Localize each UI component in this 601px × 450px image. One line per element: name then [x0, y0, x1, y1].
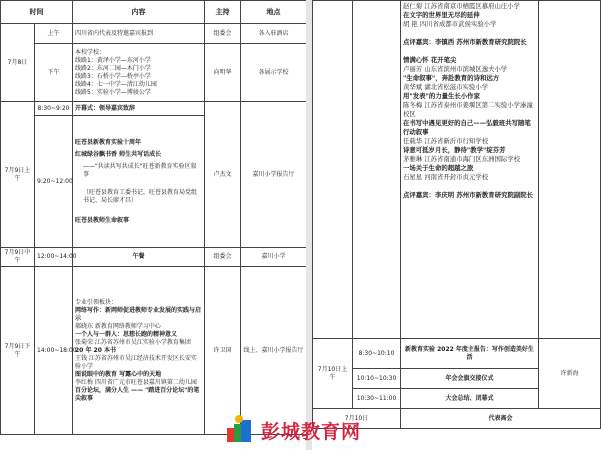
forum-closing: 旺苍县教师生命叙事	[75, 216, 130, 224]
time-cell: 10:30~11:00	[353, 389, 401, 409]
header-time: 时间	[1, 1, 73, 24]
talk-line: 卢丽芳 山东省滨州市滨城区逸夫小学	[403, 65, 508, 73]
pm-line: 郝晓东 新教育网络教师学习中心	[75, 322, 161, 330]
content-cell	[401, 1, 539, 339]
forum-theme: ——"共读共写共成长"旺苍新教育实验区叙事	[83, 162, 197, 178]
table-row	[1, 44, 307, 102]
talk-line: 诗意可抵岁月长，静待"教学"绽芬芳	[403, 146, 506, 154]
time-cell: 14:00~18:00	[35, 267, 73, 435]
pm-line: 百分论坛，满分人生 —— "踏进百分论坛"的笔尖叙事	[75, 386, 200, 402]
time-cell: 8:30~9:20	[35, 102, 73, 116]
date-cell: 7月8日	[1, 24, 35, 102]
pm-line: 王钱 江苏省苏州市吴江经济技术开发区长安实验小学	[75, 354, 197, 370]
content-cell	[73, 267, 205, 435]
date-cell: 7月10日上午	[313, 339, 353, 409]
route-item: 线路2：东河二园—木门小学	[75, 64, 151, 72]
date-cell: 7月9日中午	[1, 248, 35, 267]
talk-line: 情满心怀 花开笔尖	[403, 56, 457, 64]
time-cell: 10:10~10:30	[353, 369, 401, 389]
host-cell: 许新海	[539, 339, 601, 409]
venue-cell	[539, 1, 601, 339]
talk-line: 胡 艳 四川省成都市武侯实验小学	[403, 20, 497, 28]
school-logo-icon	[225, 414, 253, 444]
header-content: 内容	[73, 1, 205, 24]
table-row	[1, 248, 307, 267]
route-item: 线路5：实验小学—博骏公学	[75, 88, 151, 96]
table-row	[313, 1, 601, 339]
route-item: 线路1：黄泽小学—东河小学	[75, 56, 151, 64]
time-cell: 8:30~10:10	[353, 339, 401, 369]
watermark-logo	[225, 414, 375, 446]
date-cell: 7月9日上午	[1, 102, 35, 248]
talk-line: "生命叙事"，奔赴教育的诗和远方	[403, 74, 500, 82]
venue-cell: 嘉川小学报告厅	[241, 102, 307, 248]
pm-line: 专业引领板块：	[75, 298, 118, 306]
talk-line: 石星星 河南省开封市贞元学校	[403, 173, 489, 181]
pm-line: 图说眼中的教育 写露心中的天地	[75, 370, 162, 378]
content-cell: 大会总结、闭幕式	[401, 389, 539, 409]
host-cell: 组委会	[205, 248, 241, 267]
host-cell: 组委会	[205, 24, 241, 44]
table-row	[313, 339, 601, 369]
date-cell: 7月10日	[313, 409, 401, 429]
forum-speakers: （旺苍县教育工委书记，旺苍县教育局党组书记、局长廖才昌）	[83, 188, 198, 204]
content-cell	[73, 116, 205, 248]
content-cell: 午餐	[73, 248, 205, 267]
content-cell: 四川省内代表及特邀嘉宾报到	[73, 24, 205, 44]
talk-line: 茅雅琳 江苏省南通市海门区东洲国际学校	[403, 155, 521, 163]
talk-spacer	[403, 47, 536, 56]
forum-subtitle: 红城绿谷飘书香 师生共写话成长	[75, 150, 162, 158]
host-cell: 卢杰文	[205, 102, 241, 248]
schedule-table-right	[312, 0, 601, 429]
date-cell: 7月9日下午	[1, 267, 35, 435]
time-cell	[353, 1, 401, 339]
header-venue: 地点	[241, 1, 307, 24]
route-item: 线路4：七一中学—清江幼儿园	[75, 80, 157, 88]
pm-line: 张菊荣 江苏省苏州市吴江实验小学教育集团	[75, 338, 191, 346]
header-row	[1, 1, 307, 24]
talk-line: 用"发表"的力量生长小作家	[403, 92, 480, 100]
talk-line: 赵仁菊 江苏省南京市栖霞区慕府山庄小学	[403, 2, 521, 10]
talk-line: 任载华 江苏省新沂市行知学校	[403, 137, 489, 145]
schedule-table-left	[0, 0, 307, 435]
content-cell: 代表离会	[401, 409, 601, 429]
venue-cell: 嘉川小学	[241, 248, 307, 267]
talk-spacer	[403, 29, 536, 38]
talk-line: 点评嘉宾：李庆明 苏州市新教育研究院副院长	[403, 191, 534, 199]
time-cell: 9:20~12:00	[35, 116, 73, 248]
talk-line: 在书写中遇见更好的自己——弘毅班共写随笔行动叙事	[403, 119, 531, 136]
time-cell: 12:00~14:00	[35, 248, 73, 267]
content-cell: 开幕式：领导嘉宾致辞	[73, 102, 205, 116]
schedule-page-right	[312, 0, 600, 450]
pm-line: 李红梅 四川省广元市旺苍县嘉川镇第二幼儿园	[75, 378, 197, 386]
table-row	[1, 267, 307, 435]
slot-cell: 上午	[35, 24, 73, 44]
visit-title: 本校学校：	[75, 48, 106, 56]
slot-cell: 下午	[35, 44, 73, 102]
talk-line: 一场关于生命的超越之旅	[403, 164, 474, 172]
talk-line: 黄华斌 湖北省松滋市实验小学	[403, 83, 489, 91]
forum-title: 旺苍县新教育实验十周年	[75, 138, 142, 146]
venue-cell: 各展示学校	[241, 44, 307, 102]
content-cell: 新教育实验 2022 年度主报告：写作创造美好生活	[401, 339, 539, 369]
pm-line: 一个人与一群人：思想长跑的精神意义	[75, 330, 178, 338]
talk-spacer	[403, 182, 536, 191]
pm-line: 网络写作：新网师促进教师专业发展的实践与启示	[75, 306, 202, 322]
table-row	[1, 24, 307, 44]
host-cell: 向明华	[205, 44, 241, 102]
talk-line: 在文字的世界里无尽的延伸	[403, 11, 480, 19]
host-cell: 许卫国	[205, 267, 241, 435]
content-cell: 年会会旗交接仪式	[401, 369, 539, 389]
header-host: 主持	[205, 1, 241, 24]
venue-cell: 线上、嘉川小学报告厅	[241, 267, 307, 435]
pm-line: 20 年 20 本书	[75, 346, 116, 354]
content-cell	[73, 44, 205, 102]
route-item: 线路3：石桥小学—桥亭小学	[75, 72, 151, 80]
date-cell	[313, 1, 353, 339]
talk-line: 点评嘉宾：李镇西 苏州市新教育研究院院长	[403, 38, 527, 46]
venue-cell: 各入驻酒店	[241, 24, 307, 44]
table-row	[1, 102, 307, 116]
talk-line: 陈冬梅 江苏省泰州市姜堰区第二实验小学溱潼校区	[403, 101, 533, 118]
watermark-text: 彭城教育网	[261, 421, 362, 443]
